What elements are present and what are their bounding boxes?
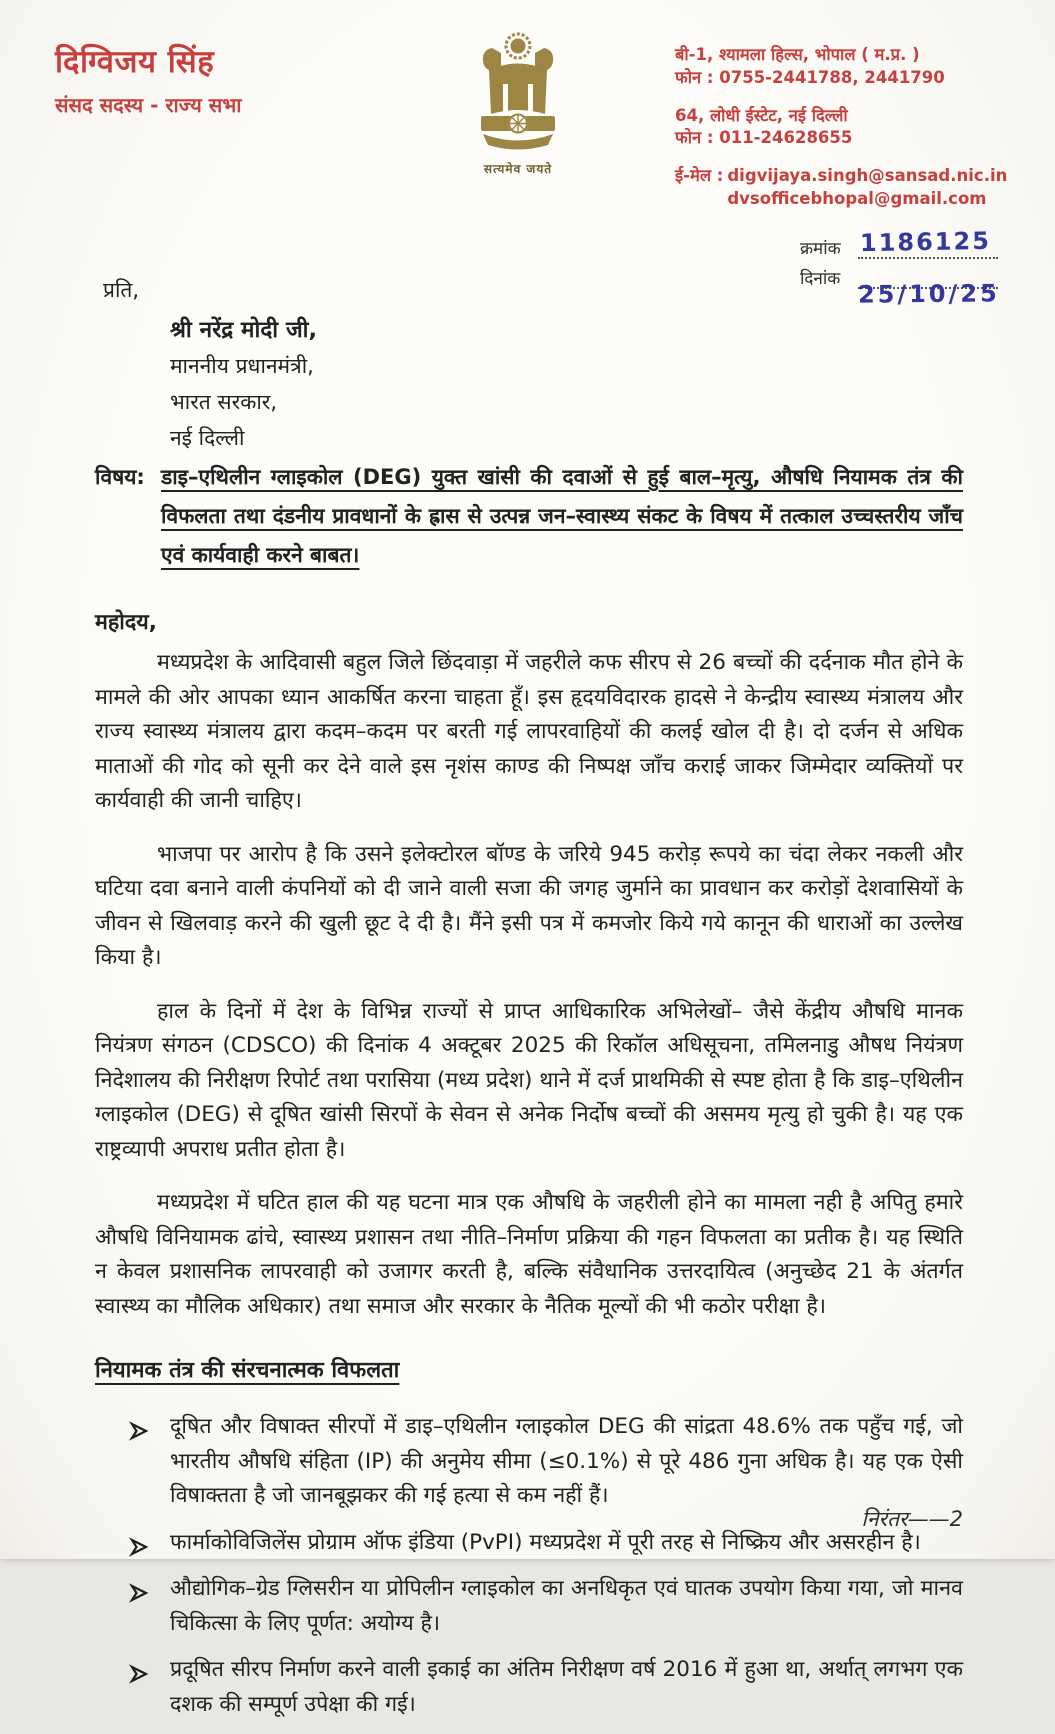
ashoka-emblem (443, 26, 593, 177)
address-bhopal: बी-1, श्यामला हिल्स, भोपाल ( म.प्र. ) (675, 45, 920, 64)
bullet-text: दूषित और विषाक्त सीरपों में डाइ–एथिलीन ग्लाइकोल DEG की सांद्रता 48.6% तक पहुँच गई, जो भारतीय औषधि संहिता (IP) की अनुमेय सीमा (≤0.1%) से पूरे 486 गुना अधिक है। यह एक ऐसी विषाक्तता है जो जानबूझकर की गई हत्या से कम नहीं हैं। (170, 1414, 963, 1508)
body-paragraph-4: मध्यप्रदेश में घटित हाल की यह घटना मात्र एक औषधि के जहरीली होने का मामला नही है अपितु हमारे औषधि विनियामक ढांचे, स्वास्थ्य प्रशासन तथा नीति–निर्माण प्रक्रिया की गहन विफलता का प्रतीक है। यह स्थिति न केवल प्रशासनिक लापरवाही को उजागर करती है, बल्कि संवैधानिक उत्तरदायित्व (अनुच्छेद 21 के अंतर्गत स्वास्थ्य का मौलिक अधिकार) तथा समाज और सरकार के नैतिक मूल्यों की भी कठोर परीक्षा है। (95, 1190, 963, 1319)
subject-text: डाइ–एथिलीन ग्लाइकोल (DEG) युक्त खांसी की दवाओं से हुई बाल–मृत्यु, औषधि नियामक तंत्र की विफलता तथा दंडनीय प्रावधानों के ह्रास से उत्पन्न जन–स्वास्थ्य संकट के विषय में तत्काल उच्चस्तरीय जाँच एवं कार्यवाही करने बाबत। (161, 465, 963, 567)
subject-label: विषय: (95, 465, 145, 489)
letterhead-sender-block (55, 40, 242, 118)
letter-body (95, 458, 963, 1734)
arrowhead-bullet-icon (130, 1579, 148, 1614)
recipient-title: माननीय प्रधानमंत्री, (170, 354, 314, 378)
continuation-footer: निरंतर——2 (861, 1507, 963, 1531)
bullet-item (130, 1526, 963, 1561)
bullet-list (95, 1410, 963, 1722)
handwritten-date: 25/10/25 (857, 279, 1000, 309)
email-primary: digvijaya.singh@sansad.nic.in (727, 166, 1008, 186)
recipient-block (170, 312, 317, 456)
arrowhead-bullet-icon (130, 1533, 148, 1568)
ashoka-emblem-icon (459, 26, 577, 154)
bullet-item (130, 1410, 963, 1514)
body-paragraph-3: हाल के दिनों में देश के विभिन्न राज्यों से प्राप्त आधिकारिक अभिलेखों– जैसे केंद्रीय औषधि मानक नियंत्रण संगठन (CDSCO) की दिनांक 4 अक्टूबर 2025 की रिकॉल अधिसूचना, तमिलनाडु औषध नियंत्रण निदेशालय की निरीक्षण रिपोर्ट तथा परासिया (मध्य प्रदेश) थाने में दर्ज प्राथमिकी से स्पष्ट होता है कि डाइ–एथिलीन ग्लाइकोल (DEG) से दूषित खांसी सिरपों के सेवन से अनेक निर्दोष बच्चों की असमय मृत्यु हो चुकी है। यह एक राष्ट्रव्यापी अपराध प्रतीत होता है। (95, 998, 963, 1162)
email-secondary: dvsofficebhopal@gmail.com (727, 188, 987, 208)
serial-label: क्रमांक (800, 239, 841, 259)
emblem-motto: सत्यमेव जयते (483, 162, 553, 176)
serial-dotted-line (858, 226, 998, 259)
phone-delhi: फोन : 011-24628655 (675, 128, 853, 148)
handwritten-serial-number: 1186125 (859, 226, 992, 258)
bullet-text: औद्योगिक–ग्रेड ग्लिसरीन या प्रोपिलीन ग्लाइकोल का अनधिकृत एवं घातक उपयोग किया गया, जो मानव चिकित्सा के लिए पूर्णत: अयोग्य है। (170, 1576, 963, 1636)
body-paragraph-2: भाजपा पर आरोप है कि उसने इलेक्टोरल बॉण्ड के जरिये 945 करोड़ रूपये का चंदा लेकर नकली और घटिया दवा बनाने वाली कंपनियों को दी जाने वाली सजा की जगह जुर्माने का प्रावधान कर करोड़ों देशवासियों के जीवन से खिलवाड़ करने की खुली छूट दे दी है। मैंने इसी पत्र में कमजोर किये गये कानून की धाराओं का उल्लेख किया है। (95, 841, 963, 970)
bullet-item (130, 1572, 963, 1641)
address-delhi: 64, लोधी ईस्टेट, नई दिल्ली (675, 105, 848, 125)
section-heading: नियामक तंत्र की संरचनात्मक विफलता (95, 1358, 400, 1383)
salutation: महोदय, (95, 610, 157, 635)
recipient-org: भारत सरकार, (170, 390, 278, 414)
date-label: दिनांक (800, 269, 841, 289)
body-paragraph-1: मध्यप्रदेश के आदिवासी बहुल जिले छिंदवाड़ा में जहरीले कफ सीरप से 26 बच्चों की दर्दनाक मौत होने के मामले की ओर आपका ध्यान आकर्षित करना चाहता हूँ। इस हृदयविदारक हादसे ने केन्द्रीय स्वास्थ्य मंत्रालय और राज्य स्वास्थ्य मंत्रालय द्वारा कदम–कदम पर बरती गई लापरवाहियों की कलई खोल दी है। दो दर्जन से अधिक माताओं की गोद को सूनी कर देने वाले इस नृशंस काण्ड की निष्पक्ष जाँच कराई जाकर जिम्मेदार व्यक्तियों पर कार्यवाही की जानी चाहिए। (95, 650, 963, 813)
to-label: प्रति, (103, 278, 140, 302)
subject-row (95, 458, 963, 575)
bullet-text: प्रदूषित सीरप निर्माण करने वाली इकाई का अंतिम निरीक्षण वर्ष 2016 में हुआ था, अर्थात् लगभग एक दशक की सम्पूर्ण उपेक्षा की गई। (170, 1657, 963, 1717)
sender-designation: संसद सदस्य - राज्य सभा (55, 93, 242, 117)
bullet-item (130, 1653, 963, 1722)
arrowhead-bullet-icon (130, 1417, 148, 1452)
arrowhead-bullet-icon (130, 1660, 148, 1695)
phone-bhopal: फोन : 0755-2441788, 2441790 (675, 67, 945, 87)
email-label: ई-मेल : (675, 166, 724, 186)
bullet-text: फार्माकोविजिलेंस प्रोग्राम ऑफ इंडिया (PvPI) मध्यप्रदेश में पूरी तरह से निष्क्रिय और असरहीन है। (170, 1529, 921, 1555)
recipient-city: नई दिल्ली (170, 426, 245, 450)
sender-name: दिग्विजय सिंह (55, 44, 215, 80)
letterhead-contact-block (675, 44, 1007, 211)
recipient-name: श्री नरेंद्र मोदी जी, (170, 317, 318, 343)
